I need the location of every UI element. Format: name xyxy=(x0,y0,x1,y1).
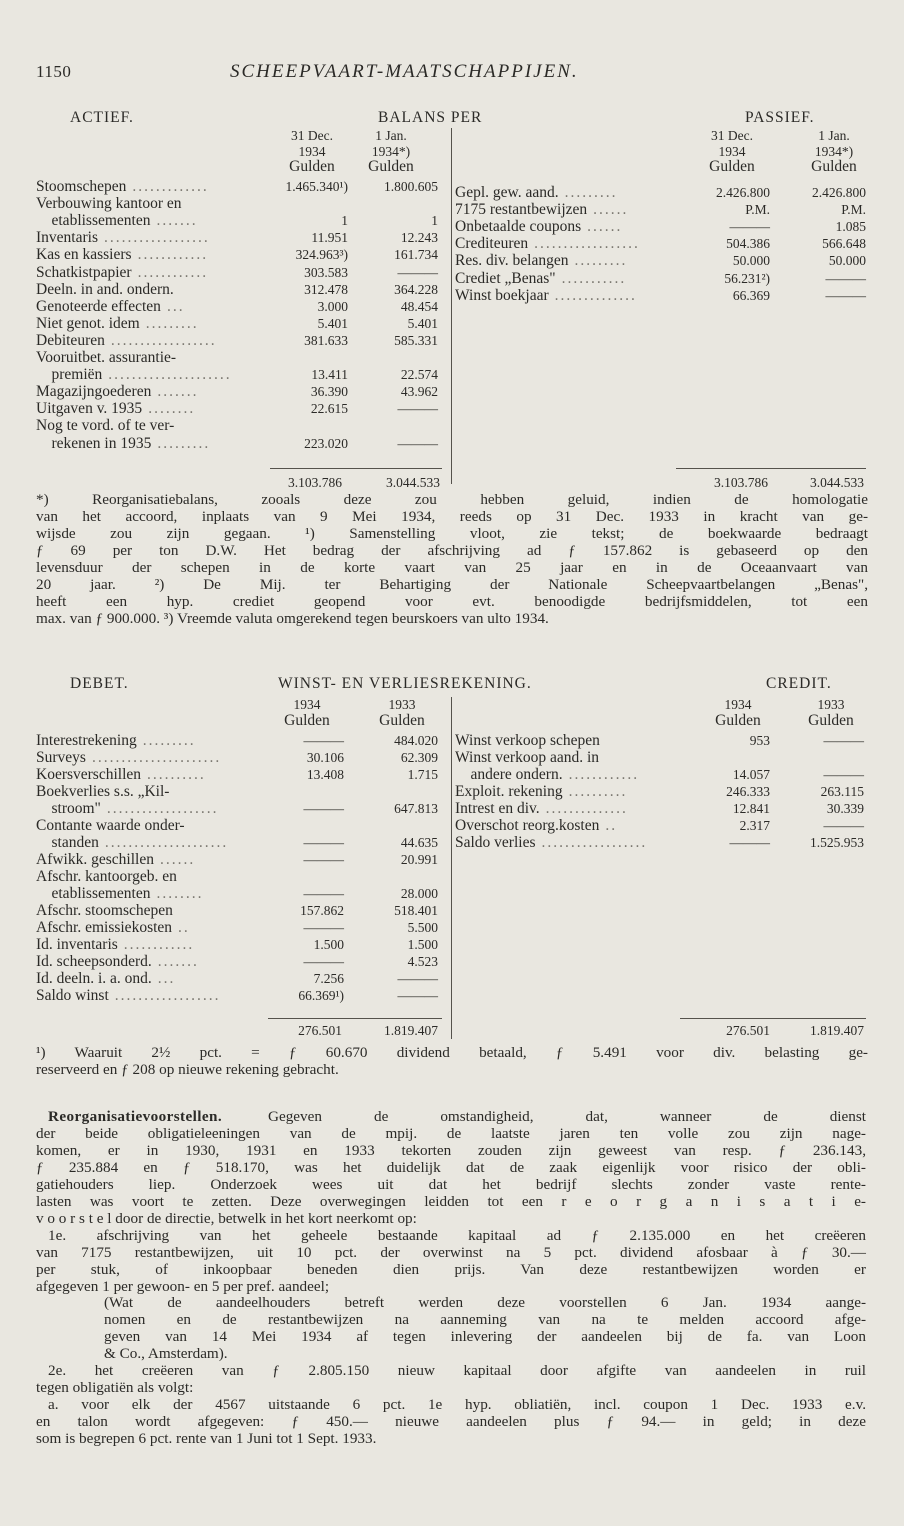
balans-actief-row-value-1: 36.390 xyxy=(310,384,348,400)
balans-actief-row-leader: .................. xyxy=(110,331,217,349)
balans-actief-row-label xyxy=(36,281,180,299)
winst-credit-row-label xyxy=(455,732,606,750)
winst-debet-row-label-text: standen xyxy=(36,834,99,851)
text-line: geven van 14 Mei 1934 af tegen inlevering der aandeelen bij de fa. van Loon xyxy=(104,1328,866,1346)
balans-divider xyxy=(451,128,452,484)
balans-passief-row-label xyxy=(455,184,617,202)
winst-debet-header: DEBET. xyxy=(70,675,129,692)
winst-debet-row-value-2: 62.309 xyxy=(400,750,438,765)
winst-credit-row-value-1: 2.317 xyxy=(739,818,770,833)
balans-actief-row-leader: ... xyxy=(166,297,185,315)
winst-center-header: WINST- EN VERLIESREKENING. xyxy=(278,675,532,692)
balans-actief-row-label-text: Niet genot. idem xyxy=(36,314,140,332)
winst-debet-row-leader: ................... xyxy=(106,800,219,817)
balans-passief-row-label xyxy=(455,218,622,236)
balans-passief-row-label-text: 7175 restantbewijzen xyxy=(455,201,588,219)
balans-passief-colhead-1: 31 Dec. 1934 Gulden xyxy=(709,128,755,175)
section-heading: Reorganisatievoorstellen. xyxy=(48,1108,223,1125)
winst-credit-row-label xyxy=(455,783,627,801)
balans-actief-row-value-1: 11.951 xyxy=(311,230,348,246)
winst-credit-row-label xyxy=(455,800,628,818)
winst-debet-row-label xyxy=(36,987,221,1005)
winst-debet-row-label-text: Interestrekening xyxy=(36,732,137,749)
winst-debet-row-label-text: Id. deeln. i. a. ond. xyxy=(36,970,152,987)
winst-credit-row-value-2: 263.115 xyxy=(820,784,864,799)
balans-actief-row-value-1: 3.000 xyxy=(317,298,348,314)
winst-footnote-line: ¹) Waaruit 2½ pct. = ƒ 60.670 dividend betaald, ƒ 5.491 voor div. belasting ge- xyxy=(36,1044,868,1061)
balans-passief-row-value-1: 50.000 xyxy=(732,253,770,269)
winst-credit-row-label xyxy=(455,749,605,767)
winst-debet-row-leader: ...................... xyxy=(91,749,222,766)
winst-debet-row-label xyxy=(36,749,221,767)
balans-actief-row-label-text: Inventaris xyxy=(36,229,98,247)
winst-debet-row-value-1: 1.500 xyxy=(313,937,344,952)
winst-debet-row-value-1: ——— xyxy=(303,852,344,867)
text-line: nomen en de restantbewijzen na aanneming van na te melden accoord afge- xyxy=(104,1311,866,1329)
balans-passief-row-leader: ......... xyxy=(564,184,618,201)
winst-debet-row-label-text: Id. scheepsonderd. xyxy=(36,953,152,970)
balans-footnote-line: wijsde zou zijn gegaan. ¹) Samenstelling vloot, zie tekst; de boekwaarde bedraagt xyxy=(36,525,868,542)
winst-debet-row-label-text: Afschr. kantoorgeb. en xyxy=(36,868,177,885)
balans-actief-row-label xyxy=(36,298,185,316)
winst-credit-row-label-text: andere ondern. xyxy=(455,766,563,783)
balans-actief-row-value-2: 22.574 xyxy=(400,367,438,383)
balans-actief-row-label-text: Genoteerde effecten xyxy=(36,297,161,315)
winst-debet-row-value-1: ——— xyxy=(303,920,344,935)
text-line: afgegeven 1 per gewoon- en 5 per pref. aandeel; xyxy=(36,1277,330,1295)
balans-actief-row-leader: ............. xyxy=(132,178,209,195)
balans-passief-row-value-2: 566.648 xyxy=(822,236,866,252)
balans-actief-row-label-text: Verbouwing kantoor en xyxy=(36,195,182,213)
balans-passief-row-leader: .............. xyxy=(554,286,637,304)
balans-passief-row-leader: ........... xyxy=(561,269,627,287)
balans-actief-row-value-2: 1 xyxy=(431,213,438,229)
winst-debet-row-value-1: 7.256 xyxy=(313,971,344,986)
balans-actief-row-value-1: 5.401 xyxy=(317,315,348,331)
balans-actief-row-label xyxy=(36,315,199,333)
winst-debet-row-label xyxy=(36,783,175,801)
balans-actief-total-rule xyxy=(270,468,442,469)
winst-debet-row-label-text: etablissementen xyxy=(36,885,151,902)
balans-actief-row-label-text: Magazijngoederen xyxy=(36,383,152,401)
text-line: Gegeven de omstandigheid, dat, wanneer de dienst xyxy=(268,1108,866,1125)
winst-credit-row-leader: .............. xyxy=(545,800,628,817)
balans-passief-row-label xyxy=(455,270,626,288)
winst-credit-colhead-1: 1934 Gulden xyxy=(715,697,761,729)
balans-passief-row-label xyxy=(455,201,628,219)
balans-actief-row-label-text: Uitgaven v. 1935 xyxy=(36,400,143,418)
winst-debet-row-leader: ..................... xyxy=(104,834,229,851)
balans-actief-header: ACTIEF. xyxy=(70,109,134,126)
winst-credit-row-label xyxy=(455,834,647,852)
winst-debet-row-value-2: ——— xyxy=(397,988,438,1003)
text-line: lasten was voort te zetten. Deze overwegingen leidden tot een r e o r g a n i s a t i e- xyxy=(36,1192,866,1210)
winst-debet-row-leader: .. xyxy=(178,919,190,936)
balans-passief-row-value-1: 504.386 xyxy=(726,236,770,252)
winst-debet-total-rule xyxy=(268,1018,442,1019)
balans-passief-row-leader: .................. xyxy=(534,235,640,253)
balans-actief-row-label xyxy=(36,349,182,367)
winst-debet-row-value-2: 484.020 xyxy=(394,733,438,748)
winst-credit-header: CREDIT. xyxy=(766,675,832,692)
balans-actief-row-value-1: 303.583 xyxy=(304,264,348,280)
balans-actief-row-value-1: 1.465.340¹) xyxy=(285,179,348,194)
balans-actief-row-value-2: 5.401 xyxy=(407,315,438,331)
winst-credit-row-label-text: Overschot reorg.kosten xyxy=(455,817,600,834)
winst-debet-colhead-2: 1933 Gulden xyxy=(379,697,425,729)
balans-actief-row-label-text: premiën xyxy=(36,366,103,384)
winst-debet-row-label-text: Surveys xyxy=(36,749,86,766)
balans-actief-row-value-2: 12.243 xyxy=(400,230,438,246)
winst-credit-row-leader: .. xyxy=(605,817,618,834)
balans-actief-row-value-1: 312.478 xyxy=(304,281,348,297)
winst-debet-row-value-1: 13.408 xyxy=(306,767,344,782)
winst-debet-row-label-text: stroom" xyxy=(36,800,101,817)
balans-passief-row-value-2: ——— xyxy=(825,270,866,286)
balans-actief-row-value-1: 13.411 xyxy=(311,367,348,383)
balans-passief-row-label-text: Winst boekjaar xyxy=(455,286,549,304)
balans-passief-row-value-1: 56.231²) xyxy=(724,270,770,286)
winst-debet-row-value-2: 4.523 xyxy=(407,954,438,969)
winst-debet-row-value-1: ——— xyxy=(303,835,344,850)
winst-debet-row-value-2: 1.715 xyxy=(407,767,438,782)
balans-actief-total-1: 3.103.786 xyxy=(288,475,342,490)
balans-actief-row-label xyxy=(36,264,208,282)
winst-credit-row-label xyxy=(455,766,639,784)
winst-debet-row-value-2: 44.635 xyxy=(400,835,438,850)
winst-debet-row-label-text: Id. inventaris xyxy=(36,936,118,953)
balans-footnote-line: 20 jaar. ²) De Mij. ter Behartiging der Nationale Scheepvaartbelangen „Benas", xyxy=(36,576,868,593)
winst-debet-row-value-1: 66.369¹) xyxy=(298,988,344,1003)
winst-debet-row-leader: ............ xyxy=(123,936,195,953)
balans-passief-row-leader: ...... xyxy=(587,218,623,236)
balans-passief-row-value-2: P.M. xyxy=(841,202,866,218)
winst-debet-row-value-1: ——— xyxy=(303,954,344,969)
balans-passief-row-label xyxy=(455,235,640,253)
text-line: 2e. het creëeren van ƒ 2.805.150 nieuw kapitaal door afgifte van aandeelen in ruil xyxy=(48,1362,866,1380)
balans-passief-row-value-1: P.M. xyxy=(745,202,770,218)
balans-actief-row-label-text: etablissementen xyxy=(36,212,151,230)
winst-credit-row-label-text: Saldo verlies xyxy=(455,834,536,851)
balans-actief-row-value-2: 585.331 xyxy=(394,332,438,348)
winst-debet-row-value-2: 1.500 xyxy=(407,937,438,952)
text-line: 1e. afschrijving van het geheele bestaande kapitaal ad ƒ 2.135.000 en het creëeren xyxy=(48,1226,866,1244)
winst-debet-row-label-text: Afschr. stoomschepen xyxy=(36,902,173,919)
winst-debet-row-label-text: Contante waarde onder- xyxy=(36,817,185,834)
text-line: ƒ 235.884 en ƒ 518.170, was het duidelijk dat de zaak eigenlijk voor risico der obli- xyxy=(36,1158,866,1176)
text-line: tegen obligatiën als volgt: xyxy=(36,1379,194,1397)
balans-passief-row-label-text: Crediet „Benas" xyxy=(455,269,556,287)
balans-passief-row-value-1: ——— xyxy=(729,219,770,235)
balans-actief-row-value-1: 22.615 xyxy=(310,401,348,417)
winst-debet-row-value-1: ——— xyxy=(303,733,344,748)
winst-credit-row-label-text: Intrest en div. xyxy=(455,800,540,817)
balans-passief-row-value-2: 1.085 xyxy=(835,219,866,235)
balans-actief-row-leader: ....... xyxy=(157,383,199,401)
winst-credit-row-label-text: Winst verkoop schepen xyxy=(455,732,600,749)
balans-actief-row-value-2: ——— xyxy=(397,264,438,280)
balans-actief-row-label xyxy=(36,229,210,247)
balans-actief-row-leader: ........ xyxy=(148,400,196,418)
balans-passief-row-label-text: Crediteuren xyxy=(455,235,529,253)
balans-actief-row-label xyxy=(36,383,198,401)
text-line: der beide obligatieleeningen van de mpij. de laatste jaren ten volle zou zijn nage- xyxy=(36,1124,866,1142)
winst-credit-row-label-text: Exploit. rekening xyxy=(455,783,563,800)
winst-credit-row-value-1: 14.057 xyxy=(732,767,770,782)
winst-debet-row-value-2: 28.000 xyxy=(400,886,438,901)
winst-debet-row-leader: ........ xyxy=(156,885,204,902)
winst-credit-row-leader: .......... xyxy=(568,783,628,800)
winst-debet-row-value-2: 518.401 xyxy=(394,903,438,918)
winst-debet-row-label xyxy=(36,817,191,835)
winst-debet-row-value-2: 647.813 xyxy=(394,801,438,816)
winst-credit-colhead-2: 1933 Gulden xyxy=(808,697,854,729)
winst-credit-total-rule xyxy=(680,1018,866,1019)
balans-actief-row-label xyxy=(36,246,208,264)
winst-divider xyxy=(451,697,452,1039)
balans-passief-row-value-2: ——— xyxy=(825,287,866,303)
winst-debet-row-leader: ... xyxy=(157,970,176,987)
balans-passief-row-label xyxy=(455,252,627,270)
winst-debet-row-label xyxy=(36,885,204,903)
winst-debet-row-label xyxy=(36,732,196,750)
balans-actief-row-label xyxy=(36,195,188,213)
balans-actief-row-label xyxy=(36,417,180,435)
winst-debet-row-label xyxy=(36,834,228,852)
balans-passief-header: PASSIEF. xyxy=(745,109,815,126)
winst-debet-row-leader: .................. xyxy=(114,987,221,1004)
balans-actief-row-leader: .................. xyxy=(103,229,210,247)
balans-actief-row-value-2: 1.800.605 xyxy=(384,179,438,194)
balans-footnote-line: levensduur der schepen in de korte vaart van 25 jaar en in de Oceaanvaart van xyxy=(36,559,868,576)
winst-debet-row-label xyxy=(36,936,194,954)
text-line: v o o r s t e l door de directie, betwelk in het kort neerkomt op: xyxy=(36,1209,417,1227)
balans-actief-row-value-2: ——— xyxy=(397,435,438,451)
balans-actief-row-leader: ............ xyxy=(137,263,209,281)
page-title: SCHEEPVAART-MAATSCHAPPIJEN. xyxy=(230,61,579,82)
balans-passief-row-leader: ......... xyxy=(574,252,628,270)
balans-footnote-line: van het accoord, inplaats van 9 Mei 1934, reeds op 31 Dec. 1933 in kracht van ge- xyxy=(36,508,868,525)
winst-credit-total-1: 276.501 xyxy=(726,1023,770,1038)
balans-center-header: BALANS PER xyxy=(378,109,483,126)
winst-debet-row-label xyxy=(36,868,183,886)
balans-passief-row-label xyxy=(455,287,637,305)
balans-actief-row-label xyxy=(36,212,198,230)
winst-debet-row-value-1: 157.862 xyxy=(300,903,344,918)
balans-actief-row-label-text: Vooruitbet. assurantie- xyxy=(36,349,177,366)
balans-passief-row-label-text: Gepl. gew. aand. xyxy=(455,184,559,201)
text-line: komen, er in 1930, 1931 en 1933 tekorten zouden zijn geweest van resp. ƒ 236.143, xyxy=(36,1141,866,1159)
balans-actief-row-value-1: 324.963³) xyxy=(295,247,348,263)
winst-debet-row-leader: ...... xyxy=(159,851,196,868)
balans-actief-row-leader: ....... xyxy=(156,212,198,230)
winst-debet-row-value-2: ——— xyxy=(397,971,438,986)
text-line: a. voor elk der 4567 uitstaande 6 pct. 1e hyp. obliatiën, incl. coupon 1 Dec. 1933 e.v. xyxy=(48,1396,866,1414)
page-number: 1150 xyxy=(36,62,72,81)
balans-actief-row-value-1: 381.633 xyxy=(304,332,348,348)
winst-debet-row-label-text: Afschr. emissiekosten xyxy=(36,919,173,936)
balans-passief-total-2: 3.044.533 xyxy=(810,475,864,490)
balans-passief-row-value-1: 2.426.800 xyxy=(716,185,770,200)
balans-passief-row-value-2: 50.000 xyxy=(828,253,866,269)
winst-debet-row-leader: ....... xyxy=(157,953,199,970)
winst-debet-row-value-2: 5.500 xyxy=(407,920,438,935)
winst-credit-row-value-2: ——— xyxy=(823,818,864,833)
balans-actief-row-value-2: ——— xyxy=(397,401,438,417)
text-line: per stuk, of inkoopbaar beneden dien prijs. Van deze restantbewijzen worden er xyxy=(36,1260,866,1278)
winst-credit-row-value-2: 30.339 xyxy=(826,801,864,816)
winst-credit-row-value-1: 246.333 xyxy=(726,784,770,799)
winst-debet-row-label xyxy=(36,919,190,937)
balans-actief-total-2: 3.044.533 xyxy=(386,475,440,490)
balans-actief-row-label-text: rekenen in 1935 xyxy=(36,434,152,452)
balans-actief-row-label xyxy=(36,400,195,418)
balans-actief-row-label-text: Debiteuren xyxy=(36,331,105,349)
winst-debet-row-leader: ......... xyxy=(142,732,196,749)
balans-actief-row-leader: ............ xyxy=(137,246,209,264)
balans-actief-row-label-text: Nog te vord. of te ver- xyxy=(36,417,175,435)
balans-actief-row-label xyxy=(36,366,232,384)
winst-credit-row-label xyxy=(455,817,617,835)
balans-actief-row-value-2: 48.454 xyxy=(400,298,438,314)
text-line: & Co., Amsterdam). xyxy=(104,1345,228,1363)
winst-debet-row-label-text: Saldo winst xyxy=(36,987,109,1004)
winst-credit-row-value-2: 1.525.953 xyxy=(810,835,864,850)
winst-debet-row-label xyxy=(36,970,175,988)
winst-debet-row-value-1: ——— xyxy=(303,801,344,816)
balans-actief-row-value-1: 1 xyxy=(341,213,348,229)
balans-actief-row-label-text: Schatkistpapier xyxy=(36,263,132,281)
winst-debet-row-label-text: Afwikk. geschillen xyxy=(36,851,154,868)
text-line: (Wat de aandeelhouders betreft werden deze voorstellen 6 Jan. 1934 aange- xyxy=(104,1294,866,1312)
balans-passief-row-leader: ...... xyxy=(593,201,629,219)
balans-actief-row-label-text: Kas en kassiers xyxy=(36,246,132,264)
balans-footnote-line: *) Reorganisatiebalans, zooals deze zou hebben geluid, indien de homologatie xyxy=(36,491,868,508)
balans-footnote-line: max. van ƒ 900.000. ³) Vreemde valuta omgerekend tegen beurskoers van ulto 1934. xyxy=(36,610,549,627)
balans-actief-row-leader: ......... xyxy=(157,434,211,452)
winst-debet-row-label xyxy=(36,766,206,784)
text-line: en talon wordt afgegeven: ƒ 450.— nieuwe aandeelen plus ƒ 94.— in geld; in deze xyxy=(36,1413,866,1431)
balans-actief-row-leader: ..................... xyxy=(108,366,232,384)
balans-footnote-line: heeft een hyp. crediet geopend voor evt. benoodigde bedrijfsmiddelen, tot een xyxy=(36,593,868,610)
text-line: van 7175 restantbewijzen, uit 10 pct. der overwinst na 5 pct. dividend afosbaar à ƒ 30.— xyxy=(36,1243,866,1261)
balans-actief-colhead-2: 1 Jan. 1934*) Gulden xyxy=(368,128,414,175)
winst-credit-row-value-1: 953 xyxy=(749,733,770,748)
balans-passief-row-value-2: 2.426.800 xyxy=(812,185,866,200)
winst-debet-row-label xyxy=(36,953,199,971)
winst-credit-row-value-2: ——— xyxy=(823,767,864,782)
balans-passief-row-label-text: Res. div. belangen xyxy=(455,252,569,270)
winst-credit-row-label-text: Winst verkoop aand. in xyxy=(455,749,600,766)
balans-actief-row-value-2: 364.228 xyxy=(394,281,438,297)
balans-passief-total-1: 3.103.786 xyxy=(714,475,768,490)
winst-credit-row-leader: .................. xyxy=(541,834,648,851)
winst-debet-row-leader: .......... xyxy=(147,766,206,783)
winst-credit-row-leader: ............ xyxy=(568,766,640,783)
balans-footnote-line: ƒ 69 per ton D.W. Het bedrag der afschrijving ad ƒ 157.862 is gebaseerd op den xyxy=(36,542,868,559)
winst-debet-row-value-1: 30.106 xyxy=(306,750,344,765)
winst-debet-row-label xyxy=(36,800,219,818)
winst-debet-row-value-1: ——— xyxy=(303,886,344,901)
balans-actief-colhead-1: 31 Dec. 1934 Gulden xyxy=(289,128,335,175)
balans-actief-row-value-1: 223.020 xyxy=(304,435,348,451)
winst-debet-row-label xyxy=(36,902,179,920)
text-line: gatiehouders liep. Onderzoek wees uit dat het bedrijf slechts zonder vaste rente- xyxy=(36,1175,866,1193)
balans-actief-row-label-text: Stoomschepen xyxy=(36,178,127,195)
winst-credit-total-2: 1.819.407 xyxy=(810,1023,864,1038)
winst-debet-colhead-1: 1934 Gulden xyxy=(284,697,330,729)
winst-debet-row-label-text: Boekverlies s.s. „Kil- xyxy=(36,783,170,800)
text-line: som is begrepen 6 pct. rente van 1 Juni tot 1 Sept. 1933. xyxy=(36,1430,377,1448)
winst-debet-row-label-text: Koersverschillen xyxy=(36,766,142,783)
balans-actief-row-leader: ......... xyxy=(145,314,199,332)
winst-credit-row-value-1: ——— xyxy=(729,835,770,850)
winst-debet-total-2: 1.819.407 xyxy=(384,1023,438,1038)
winst-credit-row-value-1: 12.841 xyxy=(732,801,770,816)
balans-passief-row-value-1: 66.369 xyxy=(732,287,770,303)
balans-actief-row-label-text: Deeln. in and. ondern. xyxy=(36,280,174,298)
winst-debet-total-1: 276.501 xyxy=(298,1023,342,1038)
balans-actief-row-label xyxy=(36,178,209,196)
balans-passief-total-rule xyxy=(676,468,866,469)
balans-actief-row-value-2: 43.962 xyxy=(400,384,438,400)
winst-debet-row-value-2: 20.991 xyxy=(400,852,438,867)
balans-actief-row-value-2: 161.734 xyxy=(394,247,438,263)
winst-debet-row-label xyxy=(36,851,195,869)
balans-passief-row-label-text: Onbetaalde coupons xyxy=(455,218,582,236)
winst-footnote-line: reserveerd en ƒ 208 op nieuwe rekening gebracht. xyxy=(36,1061,339,1078)
winst-credit-row-value-2: ——— xyxy=(823,733,864,748)
balans-passief-colhead-2: 1 Jan. 1934*) Gulden xyxy=(811,128,857,175)
balans-actief-row-label xyxy=(36,435,210,453)
balans-actief-row-label xyxy=(36,332,217,350)
